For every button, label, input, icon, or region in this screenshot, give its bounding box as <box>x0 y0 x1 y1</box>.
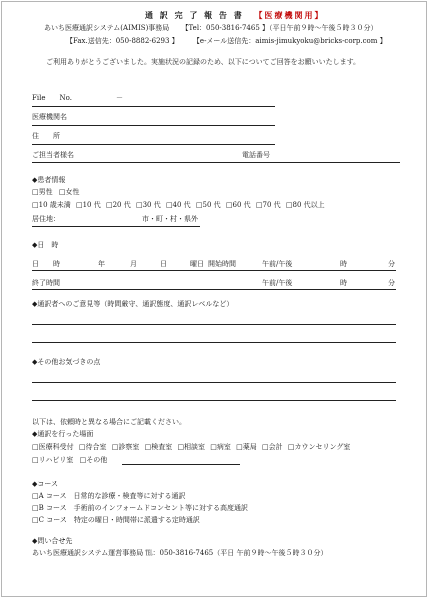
day-label: 日 時 <box>32 260 60 268</box>
age-50s-checkbox[interactable]: □50 代 <box>195 201 221 209</box>
other-line-1[interactable] <box>32 382 396 383</box>
schedule-heading: ◆日 時 <box>32 241 59 249</box>
contact-label: ご担当者様名 <box>32 151 74 159</box>
end-hour-label: 時 <box>340 279 347 287</box>
place-other-checkbox[interactable]: □その他 <box>79 456 108 464</box>
org-name: あいち医療通訳システム(AIMIS)事務局 <box>44 24 170 32</box>
age-under10-checkbox[interactable]: □10 歳未満 <box>32 201 71 209</box>
gender-options <box>32 189 79 196</box>
email-address: 【e-メール送信先：aimis-jimukyoku@bricks-corp.com 】 <box>192 37 387 45</box>
age-30s-checkbox[interactable]: □30 代 <box>135 201 161 209</box>
inquiry-heading: ◆問い合せ先 <box>32 537 73 545</box>
course-b-checkbox[interactable]: □B コース 手術前のインフォームドコンセント等に対する高度通訳 <box>32 504 249 512</box>
start-ampm-label: 午前/午後 <box>262 260 293 268</box>
place-counseling-checkbox[interactable]: □カウンセリング室 <box>287 443 351 451</box>
end-ampm-label: 午前/午後 <box>262 279 293 287</box>
weekday-label: 曜日 <box>190 260 204 268</box>
file-no-dash: － <box>116 94 123 102</box>
document-title <box>145 11 325 19</box>
place-pharmacy-checkbox[interactable]: □薬局 <box>236 443 257 451</box>
fax-number: 【Fax.送信先：050-8882-6293 】 <box>66 37 179 45</box>
age-options <box>32 202 325 209</box>
start-time-line[interactable] <box>32 270 396 271</box>
residence-suffix: 市・町・村・県外 <box>142 215 198 223</box>
place-billing-checkbox[interactable]: □会計 <box>262 443 283 451</box>
fax-email-line <box>66 38 387 45</box>
start-minute-label: 分 <box>388 260 395 268</box>
age-40s-checkbox[interactable]: □40 代 <box>165 201 191 209</box>
title-tag: 【医療機関用】 <box>254 10 325 20</box>
opinion-heading: ◆通訳者へのご意見等（時間厳守、通訳態度、通訳レベルなど） <box>32 300 234 308</box>
residence-line[interactable] <box>32 226 200 227</box>
end-minute-label: 分 <box>388 279 395 287</box>
residence-label: 居住地： <box>32 215 60 223</box>
gender-female-checkbox[interactable]: □女性 <box>58 188 80 196</box>
institution-line[interactable] <box>32 125 275 126</box>
place-options-row1 <box>32 444 350 451</box>
file-no-line[interactable] <box>32 106 275 107</box>
other-line-2[interactable] <box>32 400 396 401</box>
place-other-line[interactable] <box>122 464 240 465</box>
course-c-checkbox[interactable]: □C コース 特定の曜日・時間帯に派遣する定時通訳 <box>32 516 200 524</box>
age-70s-checkbox[interactable]: □70 代 <box>255 201 281 209</box>
usage-note: 以下は、依頼時と異なる場合にご記載ください。 <box>32 418 186 426</box>
address-line[interactable] <box>32 144 275 145</box>
intro-text: ご利用ありがとうございました。実施状況の記録のため、以下についてご回答をお願いいたします。 <box>46 58 361 66</box>
place-rehab-checkbox[interactable]: □リハビリ室 <box>32 456 74 464</box>
age-20s-checkbox[interactable]: □20 代 <box>105 201 131 209</box>
patient-heading: ◆患者情報 <box>32 176 66 184</box>
day-unit-label: 日 <box>160 260 167 268</box>
start-time-label: 開始時間 <box>208 260 236 268</box>
month-label: 月 <box>130 260 137 268</box>
end-time-line[interactable] <box>32 289 396 290</box>
org-contact-line <box>44 25 378 32</box>
place-test-checkbox[interactable]: □検査室 <box>144 443 173 451</box>
age-10s-checkbox[interactable]: □10 代 <box>75 201 101 209</box>
inquiry-text: あいち医療通訳システム運営事務局 ℡：050-3816-7465（平日 午前９時～午後５時３０分） <box>32 549 328 557</box>
place-ward-checkbox[interactable]: □病室 <box>210 443 231 451</box>
other-heading: ◆その他お気づきの点 <box>32 358 101 366</box>
end-time-label: 終了時間 <box>32 279 60 287</box>
place-waiting-checkbox[interactable]: □待合室 <box>78 443 107 451</box>
institution-label: 医療機関名 <box>32 113 67 121</box>
title-main: 通 訳 完 了 報 告 書 <box>145 10 244 20</box>
place-heading: ◆通訳を行った場面 <box>32 430 94 438</box>
place-consult-checkbox[interactable]: □相談室 <box>177 443 206 451</box>
place-exam-checkbox[interactable]: □診察室 <box>111 443 140 451</box>
age-60s-checkbox[interactable]: □60 代 <box>225 201 251 209</box>
course-a-checkbox[interactable]: □A コース 日常的な診療・検査等に対する通訳 <box>32 492 186 500</box>
file-no-label: File No. <box>32 94 72 102</box>
contact-line[interactable] <box>32 162 400 163</box>
opinion-line-1[interactable] <box>32 324 396 325</box>
course-heading: ◆コース <box>32 480 59 488</box>
place-reception-checkbox[interactable]: □医療科受付 <box>32 443 74 451</box>
address-label: 住 所 <box>32 132 60 140</box>
year-label: 年 <box>98 260 105 268</box>
phone-label: 電話番号 <box>242 151 270 159</box>
opinion-line-2[interactable] <box>32 342 396 343</box>
gender-male-checkbox[interactable]: □男性 <box>32 188 53 196</box>
start-hour-label: 時 <box>340 260 347 268</box>
place-options-row2 <box>32 457 107 464</box>
org-tel: 【Tel：050-3816-7465 】（平日午前９時～午後５時３０分） <box>181 24 378 32</box>
age-80plus-checkbox[interactable]: □80 代以上 <box>285 201 325 209</box>
